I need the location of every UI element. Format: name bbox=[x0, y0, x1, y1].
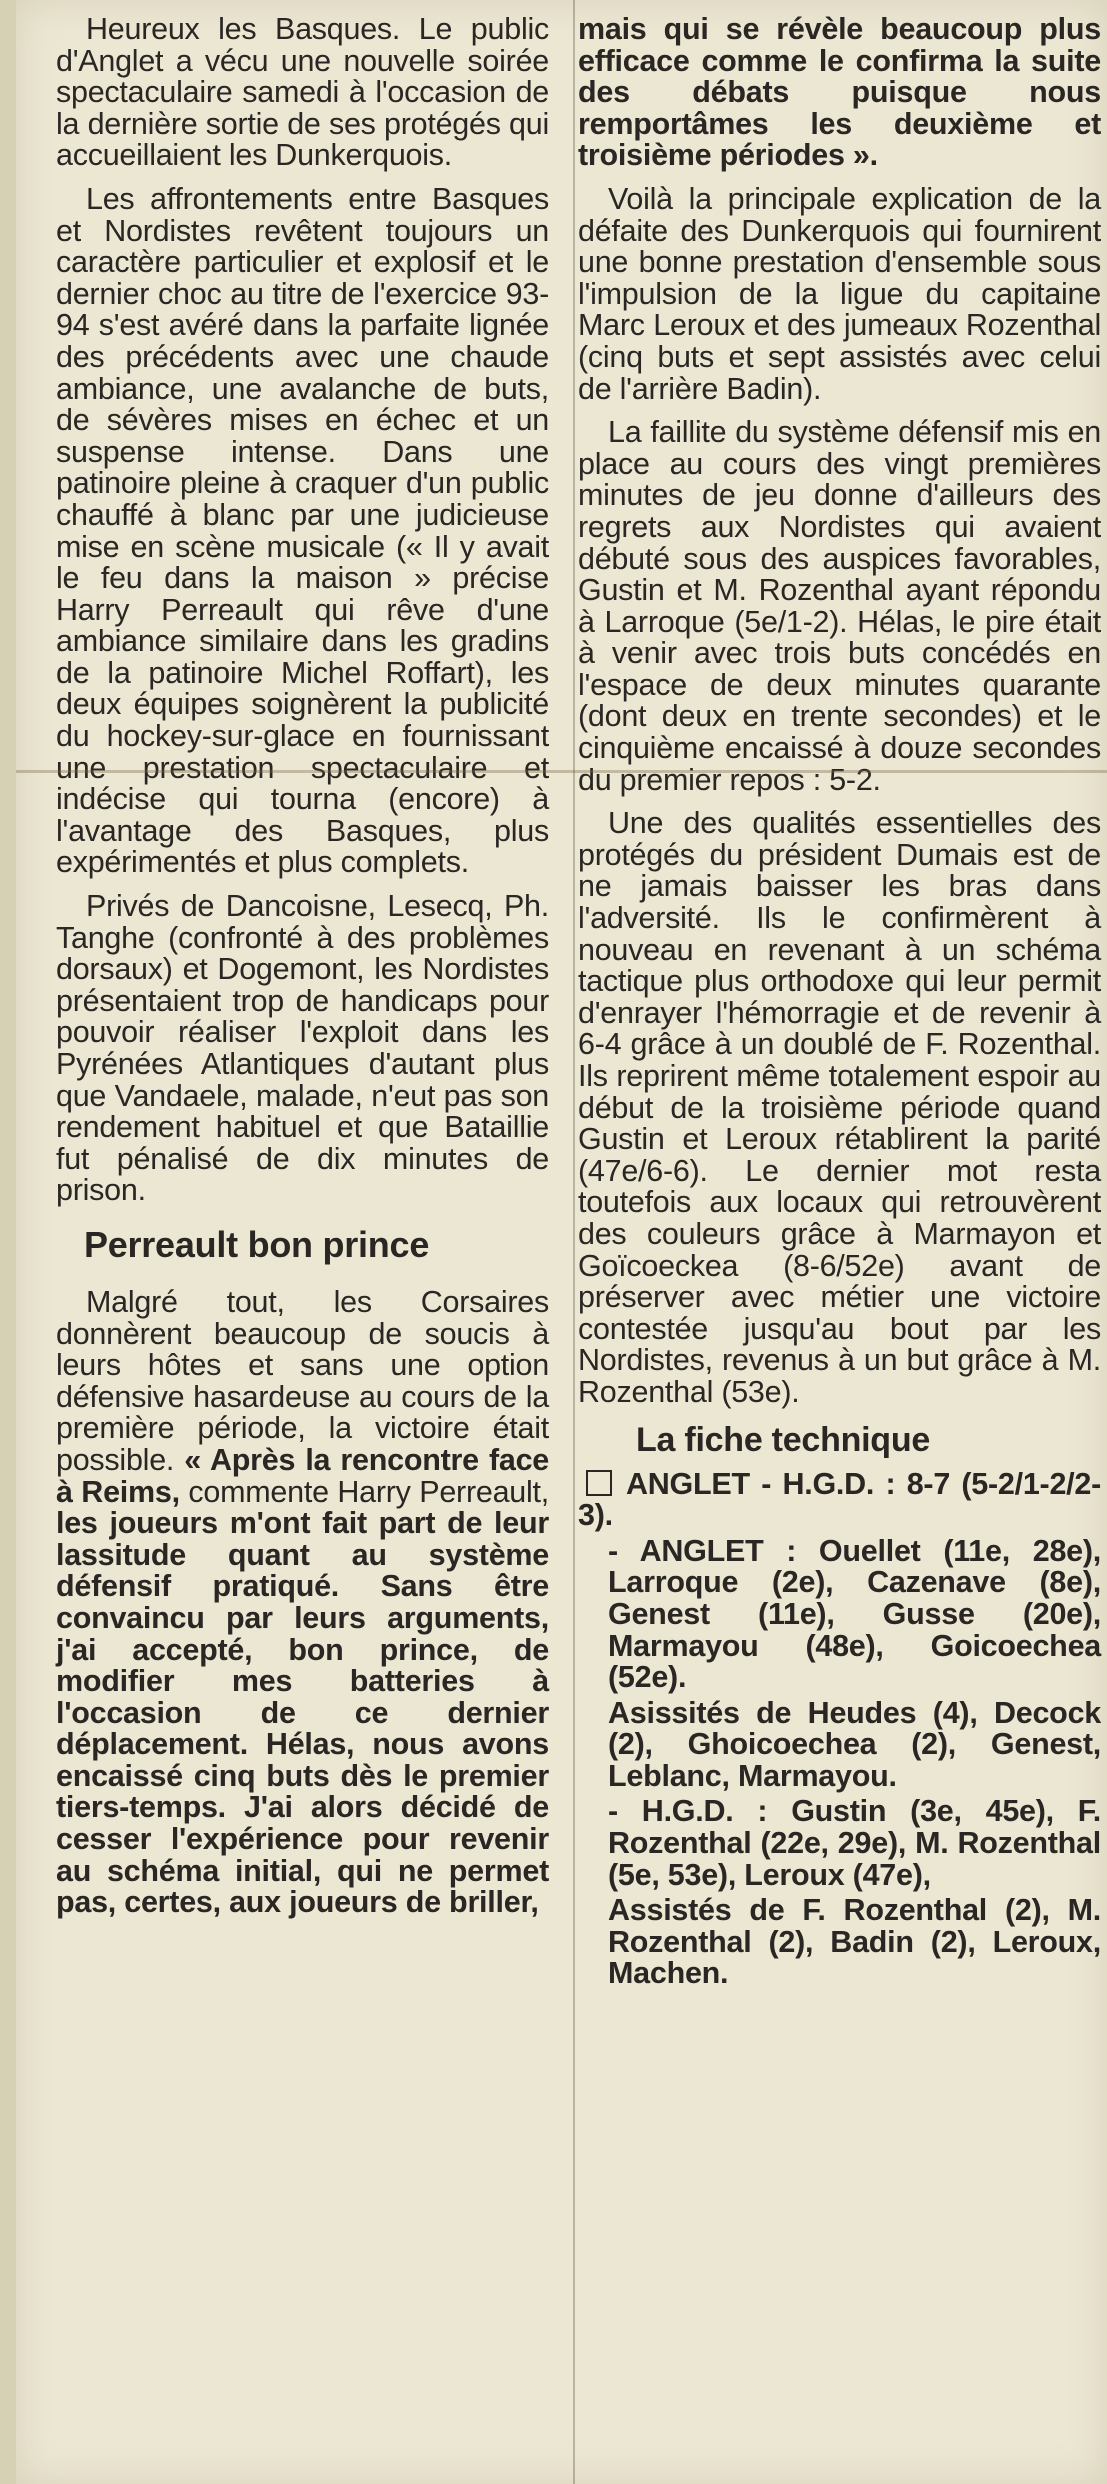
right-column bbox=[578, 14, 1101, 1994]
fiche-anglet-assists: Asissités de Heudes (4), Decock (2), Ghoicoechea (2), Genest, Leblanc, Marmayou. bbox=[608, 1695, 1101, 1793]
article-paragraph-2: Les affrontements entre Basques et Nordistes revêtent toujours un caractère particulier et explosif et le dernier choc au titre de l'exercice 93-94 s'est avéré dans la parfaite lignée des précédents avec une chaude ambiance, une avalanche de buts, de sévères mises en échec et un suspense intense. Dans une patinoire pleine à craquer d'un public chauffé à blanc par une judicieuse mise en scène musicale (« Il y avait le feu dans la maison » précise Harry Perreault qui rêve d'une ambiance similaire dans les gradins de la patinoire Michel Roffart), les deux équipes soignèrent la publicité du hockey-sur-glace en fournissant une prestation spectaculaire et indécise qui tourna (encore) à l'avantage des Basques, plus expérimentés et plus complets. bbox=[56, 181, 549, 880]
fiche-hgd-goals: - H.G.D. : Gustin (3e, 45e), F. Rozenthal (22e, 29e), M. Rozenthal (5e, 53e), Leroux (47e), bbox=[608, 1794, 1101, 1892]
quote-continuation: mais qui se révèle beaucoup plus efficace comme le confirma la suite des débats puisque nous remportâmes les deuxième et troisième périodes ». bbox=[578, 12, 1101, 173]
article-paragraph-5: Voilà la principale explication de la défaite des Dunkerquois qui fournirent une bonne prestation d'ensemble sous l'impulsion de la ligue du capitaine Marc Leroux et des jumeaux Rozenthal (cinq buts et sept assistés avec celui de l'arrière Badin). bbox=[578, 181, 1101, 406]
article-paragraph-4 bbox=[56, 1284, 549, 1920]
article-paragraph-7: Une des qualités essentielles des protégés du président Dumais est de ne jamais baisser les bras dans l'adversité. Ils le confirmèrent à nouveau en revenant à un schéma tactique plus orthodoxe qui leur permit d'enrayer l'hémorragie et de revenir à 6-4 grâce à un doublé de F. Rozenthal. Ils reprirent même totalement espoir au début de la troisième période quand Gustin et Leroux rétablirent la parité (47e/6-6). Le dernier mot resta toutefois aux locaux qui retrouvèrent des couleurs grâce à Marmayon et Goïcoeckea (8-6/52e) avant de préserver avec métier une victoire contestée jusqu'au bout par les Nordistes, revenus à un but grâce à M. Rozenthal (53e). bbox=[578, 806, 1101, 1409]
p4-quote-b: les joueurs m'ont fait part de leur lassitude quant au système défensif pratiqué. Sans être convaincu par leurs arguments, j'ai accepté, bon prince, de modifier mes batteries à l'occasion de ce dernier déplacement. Hélas, nous avons encaissé cinq buts dès le premier tiers-temps. J'ai alors décidé de cesser l'expérience pour revenir au schéma initial, qui ne permet pas, certes, aux joueurs de briller, bbox=[56, 1506, 549, 1920]
paper-fold-line bbox=[16, 770, 1107, 773]
article-paragraph-1: Heureux les Basques. Le public d'Anglet a vécu une nouvelle soirée spectaculaire samedi à l'occasion de la dernière sortie de ses protégés qui accueillaient les Dunkerquois. bbox=[56, 12, 549, 173]
fiche-technique bbox=[578, 1421, 1101, 1991]
left-column bbox=[56, 14, 549, 1931]
p4-text: Malgré tout, les Corsaires donnèrent beaucoup de soucis à leurs hôtes et sans une option défensive hasardeuse au cours de la première période, la victoire était possible. bbox=[56, 1284, 549, 1477]
subheading: Perreault bon prince bbox=[84, 1223, 430, 1265]
fiche-score-text: ANGLET - H.G.D. : 8-7 (5-2/1-2/2-3). bbox=[578, 1466, 1101, 1533]
fiche-hgd-assists: Assistés de F. Rozenthal (2), M. Rozenthal (2), Badin (2), Leroux, Machen. bbox=[608, 1893, 1101, 1991]
article-paragraph-6: La faillite du système défensif mis en place au cours des vingt premières minutes de jeu donne d'ailleurs des regrets aux Nordistes qui avaient débuté sous des auspices favorables, Gustin et M. Rozenthal ayant répondu à Larroque (5e/1-2). Hélas, le pire était à venir avec trois buts concédés en l'espace de deux minutes quarante (dont deux en trente secondes) et le cinquième encaissé à douze secondes du premier repos : 5-2. bbox=[578, 415, 1101, 797]
checkbox-square-icon bbox=[586, 1470, 612, 1496]
column-divider bbox=[573, 0, 575, 2484]
fiche-anglet-goals: - ANGLET : Ouellet (11e, 28e), Larroque (2e), Cazenave (8e), Genest (11e), Gusse (20e), Marmayou (48e), Goicoechea (52e). bbox=[608, 1533, 1101, 1695]
fiche-title: La fiche technique bbox=[636, 1420, 930, 1459]
fiche-score bbox=[578, 1466, 1101, 1533]
p4-mid: commente Harry Perreault, bbox=[188, 1474, 549, 1509]
article-paragraph-3: Privés de Dancoisne, Lesecq, Ph. Tanghe (confronté à des problèmes dorsaux) et Dogemont, les Nordistes présentaient trop de handicaps pour pouvoir réaliser l'exploit dans les Pyrénées Atlantiques d'autant plus que Vandaele, malade, n'eut pas son rendement habituel et que Bataillie fut pénalisé de dix minutes de prison. bbox=[56, 889, 549, 1208]
p4-quote-a: « Après la rencontre face à Reims, bbox=[56, 1442, 549, 1509]
newspaper-clipping bbox=[16, 0, 1107, 2484]
